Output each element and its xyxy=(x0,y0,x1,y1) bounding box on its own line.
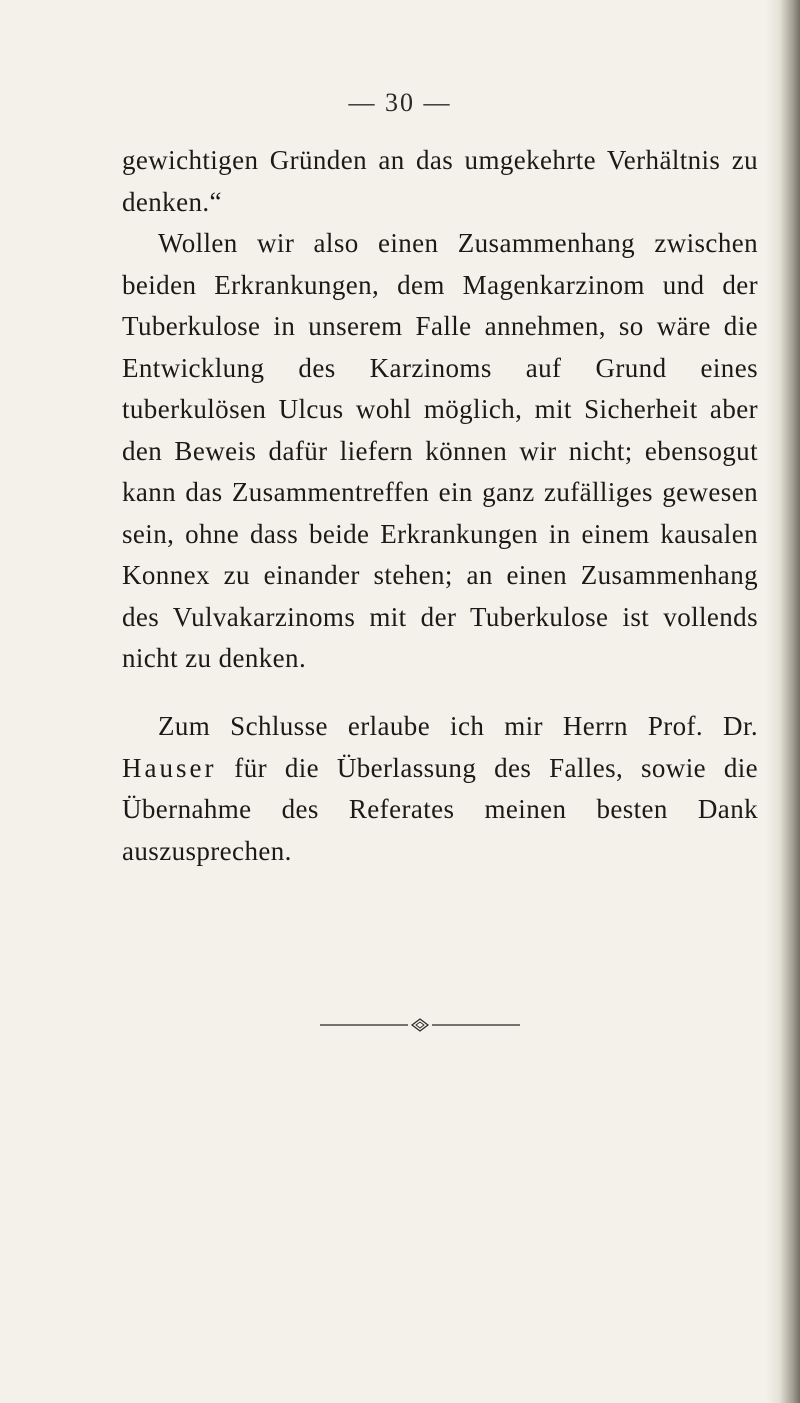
page-edge-shadow xyxy=(766,0,800,1403)
acknowledgement-text-start: Zum Schlusse erlaube ich mir Herrn Prof. Dr. xyxy=(158,711,758,741)
paragraph-continuation: gewichtigen Gründen an das umgekehrte Verhältnis zu denken.“ xyxy=(122,145,758,217)
acknowledgement xyxy=(122,706,758,872)
professor-name: Hauser xyxy=(122,752,217,783)
page-number: — 30 — xyxy=(348,88,452,117)
body-text xyxy=(122,140,758,680)
paragraph-conclusion: Wollen wir also einen Zusammenhang zwischen beiden Erkrankungen, dem Magenkarzinom und der Tuberkulose in unserem Falle annehmen, so wäre die Entwicklung des Karzinoms auf Grund eines tuberkulösen Ulcus wohl möglich, mit Sicherheit aber den Beweis dafür liefern können wir nicht; ebensogut kann das Zusammentreffen ein ganz zufälliges gewesen sein, ohne dass beide Erkrankungen in einem kausalen Konnex zu einander stehen; an einen Zusammenhang des Vulvakarzinoms mit der Tuberkulose ist vollends nicht zu denken. xyxy=(122,228,758,673)
acknowledgement-text-end: für die Überlassung des Falles, sowie die Übernahme des Referates meinen besten Dank auszusprechen. xyxy=(122,752,758,866)
section-end-ornament xyxy=(320,1015,520,1035)
acknowledgement-paragraph xyxy=(122,706,758,872)
